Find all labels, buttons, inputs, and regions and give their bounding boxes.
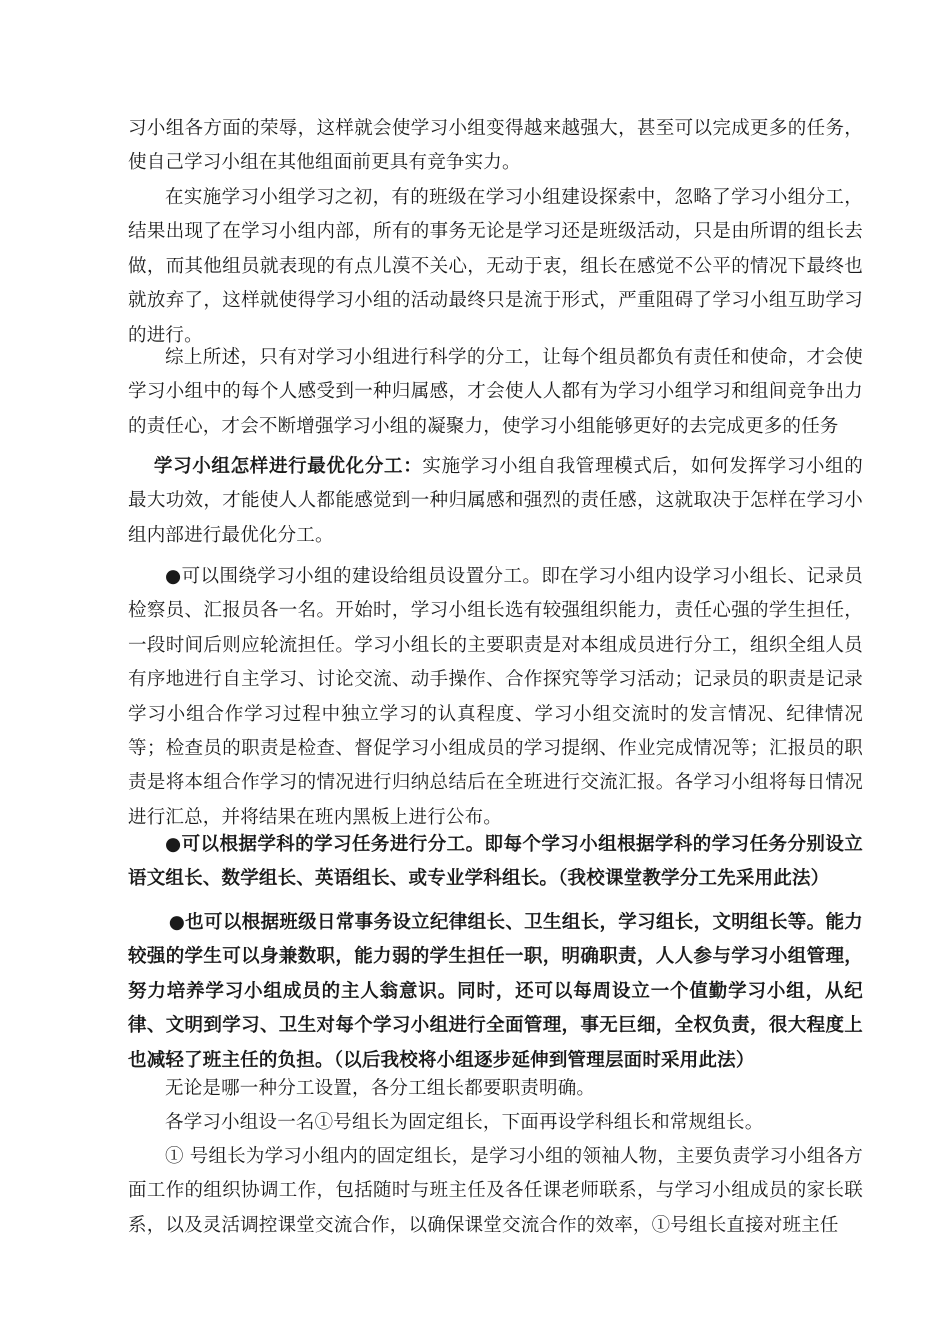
paragraph-text: 实施学习小组自我管理模式后，如何发挥学习小组的最大功效，才能使人人都能感觉到一种归属感和强烈的责任感，这就取决于怎样在学习小组内部进行最优化分工。 xyxy=(128,456,863,546)
paragraph-text: 可以围绕学习小组的建设给组员设置分工。即在学习小组内设学习小组长、记录员检察员、汇报员各一名。开始时，学习小组长选有较强组织能力，责任心强的学生担任，一段时间后则应轮流担任。学习小组长的主要职责是对本组成员进行分工，组织全组人员有序地进行自主学习、讨论交流、动手操作、合作探究等学习活动；记录员的职责是记录学习小组合作学习过程中独立学习的认真程度、学习小组交流时的发言情况、纪律情况等；检查员的职责是检查、督促学习小组成员的学习提纲、作业完成情况等；汇报员的职责是将本组合作学习的情况进行归纳总结后在全班进行交流汇报。各学习小组将每日情况进行汇总，并将结果在班内黑板上进行公布。 xyxy=(128,566,863,828)
paragraph-text: 综上所述，只有对学习小组进行科学的分工，让每个组员都负有责任和使命，才会使学习小组中的每个人感受到一种归属感，才会使人人都有为学习小组学习和组间竞争出力的责任心，才会不断增强学习小组的凝聚力，使学习小组能够更好的去完成更多的任务 xyxy=(128,347,863,437)
section-heading: 学习小组怎样进行最优化分工： xyxy=(153,456,423,477)
paragraph-text: ① 号组长为学习小组内的固定组长，是学习小组的领袖人物，主要负责学习小组各方面工作的组织协调工作，包括随时与班主任及各任课老师联系，与学习小组成员的家长联系，以及灵活调控课堂交流合作，以确保课堂交流合作的效率，①号组长直接对班主任 xyxy=(128,1146,863,1236)
paragraph-text: 各学习小组设一名①号组长为固定组长，下面再设学科组长和常规组长。 xyxy=(165,1112,764,1133)
paragraph-division-neglect xyxy=(128,181,863,353)
paragraph-text: 无论是哪一种分工设置，各分工组长都要职责明确。 xyxy=(165,1078,596,1099)
paragraph-text: 可以根据学科的学习任务进行分工。即每个学习小组根据学科的学习任务分别设立语文组长、数学组长、英语组长、或专业学科组长。（我校课堂教学分工先采用此法） xyxy=(128,834,863,890)
bullet-icon: ● xyxy=(165,834,182,855)
paragraph-text: 也可以根据班级日常事务设立纪律组长、卫生组长，学习组长，文明组长等。能力较强的学生可以身兼数职，能力弱的学生担任一职，明确职责，人人参与学习小组管理，努力培养学习小组成员的主人翁意识。同时，还可以每周设立一个值勤学习小组，从纪律、文明到学习、卫生对每个学习小组进行全面管理，事无巨细，全权负责，很大程度上也减轻了班主任的负担。（以后我校将小组逐步延伸到管理层面时采用此法） xyxy=(128,912,863,1071)
bullet-icon: ● xyxy=(165,566,182,587)
bullet-item-daily-affairs xyxy=(128,906,863,1078)
paragraph-summary xyxy=(128,341,863,444)
bullet-item-subject-division xyxy=(128,828,863,897)
paragraph-fixed-leader xyxy=(128,1106,863,1140)
paragraph-text: 习小组各方面的荣辱，这样就会使学习小组变得越来越强大，甚至可以完成更多的任务，使自己学习小组在其他组面前更具有竞争实力。 xyxy=(128,118,863,174)
paragraph-optimal-division xyxy=(128,450,863,553)
paragraph-clear-duties xyxy=(128,1072,863,1106)
bullet-icon: ● xyxy=(168,912,186,933)
paragraph-text: 在实施学习小组学习之初，有的班级在学习小组建设探索中，忽略了学习小组分工，结果出现了在学习小组内部，所有的事务无论是学习还是班级活动，只是由所谓的组长去做，而其他组员就表现的有点儿漠不关心，无动于衷，组长在感觉不公平的情况下最终也就放弃了，这样就使得学习小组的活动最终只是流于形式，严重阻碍了学习小组互助学习的进行。 xyxy=(128,187,863,346)
bullet-item-group-roles xyxy=(128,560,863,835)
paragraph-leader-duties xyxy=(128,1140,863,1243)
paragraph-continuation xyxy=(128,112,863,181)
